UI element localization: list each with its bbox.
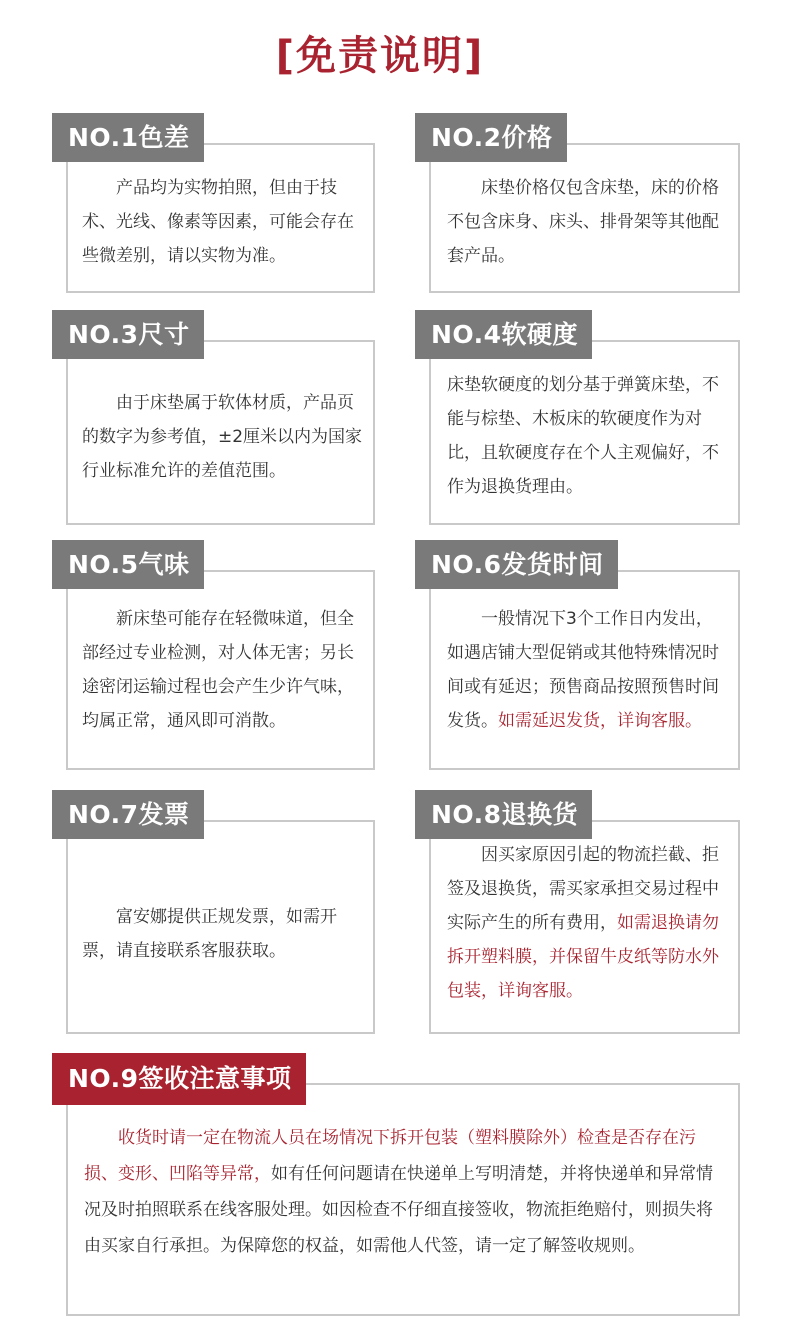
card-label: NO.2价格 xyxy=(415,113,567,162)
card-price xyxy=(415,113,742,295)
card-label: NO.6发货时间 xyxy=(415,540,618,589)
card-label: NO.4软硬度 xyxy=(415,310,592,359)
card-text: 床垫软硬度的划分基于弹簧床垫，不能与棕垫、木板床的软硬度作为对比，且软硬度存在个人主观偏好，不作为退换货理由。 xyxy=(447,375,719,497)
card-shipping-time xyxy=(415,540,742,772)
card-text: 富安娜提供正规发票，如需开票，请直接联系客服获取。 xyxy=(82,907,337,961)
card-size xyxy=(52,310,377,527)
card-invoice xyxy=(52,790,377,1036)
card-label: NO.8退换货 xyxy=(415,790,592,839)
card-label: NO.7发票 xyxy=(52,790,204,839)
card-text: 因买家原因引起的物流拦截、拒签及退换货，需买家承担交易过程中实际产生的所有费用，如需退换请勿拆开塑料膜，并保留牛皮纸等防水外包装，详询客服。 xyxy=(447,845,719,1001)
card-label: NO.3尺寸 xyxy=(52,310,204,359)
card-text: 由于床垫属于软体材质，产品页的数字为参考值，±2厘米以内为国家行业标准允许的差值范围。 xyxy=(82,393,363,481)
card-label: NO.5气味 xyxy=(52,540,204,589)
card-text: 新床垫可能存在轻微味道，但全部经过专业检测，对人体无害；另长途密闭运输过程也会产生少许气味，均属正常，通风即可消散。 xyxy=(82,609,354,731)
page-title: [免责说明] xyxy=(275,33,485,79)
card-text: 产品均为实物拍照，但由于技术、光线、像素等因素，可能会存在些微差别，请以实物为准。 xyxy=(82,178,354,266)
card-text: 一般情况下3个工作日内发出，如遇店铺大型促销或其他特殊情况时间或有延迟；预售商品按照预售时间发货。如需延迟发货，详询客服。 xyxy=(447,609,719,731)
card-signing-notice xyxy=(52,1053,742,1318)
card-label: NO.9签收注意事项 xyxy=(52,1053,306,1105)
card-odor xyxy=(52,540,377,772)
card-label: NO.1色差 xyxy=(52,113,204,162)
card-text: 床垫价格仅包含床垫，床的价格不包含床身、床头、排骨架等其他配套产品。 xyxy=(447,178,719,266)
card-color-difference xyxy=(52,113,377,295)
card-firmness xyxy=(415,310,742,527)
card-text: 收货时请一定在物流人员在场情况下拆开包装（塑料膜除外）检查是否存在污损、变形、凹陷等异常，如有任何问题请在快递单上写明清楚，并将快递单和异常情况及时拍照联系在线客服处理。如因检查不仔细直接签收，物流拒绝赔付，则损失将由买家自行承担。为保障您的权益，如需他人代签，请一定了解签收规则。 xyxy=(84,1128,713,1256)
card-returns xyxy=(415,790,742,1036)
